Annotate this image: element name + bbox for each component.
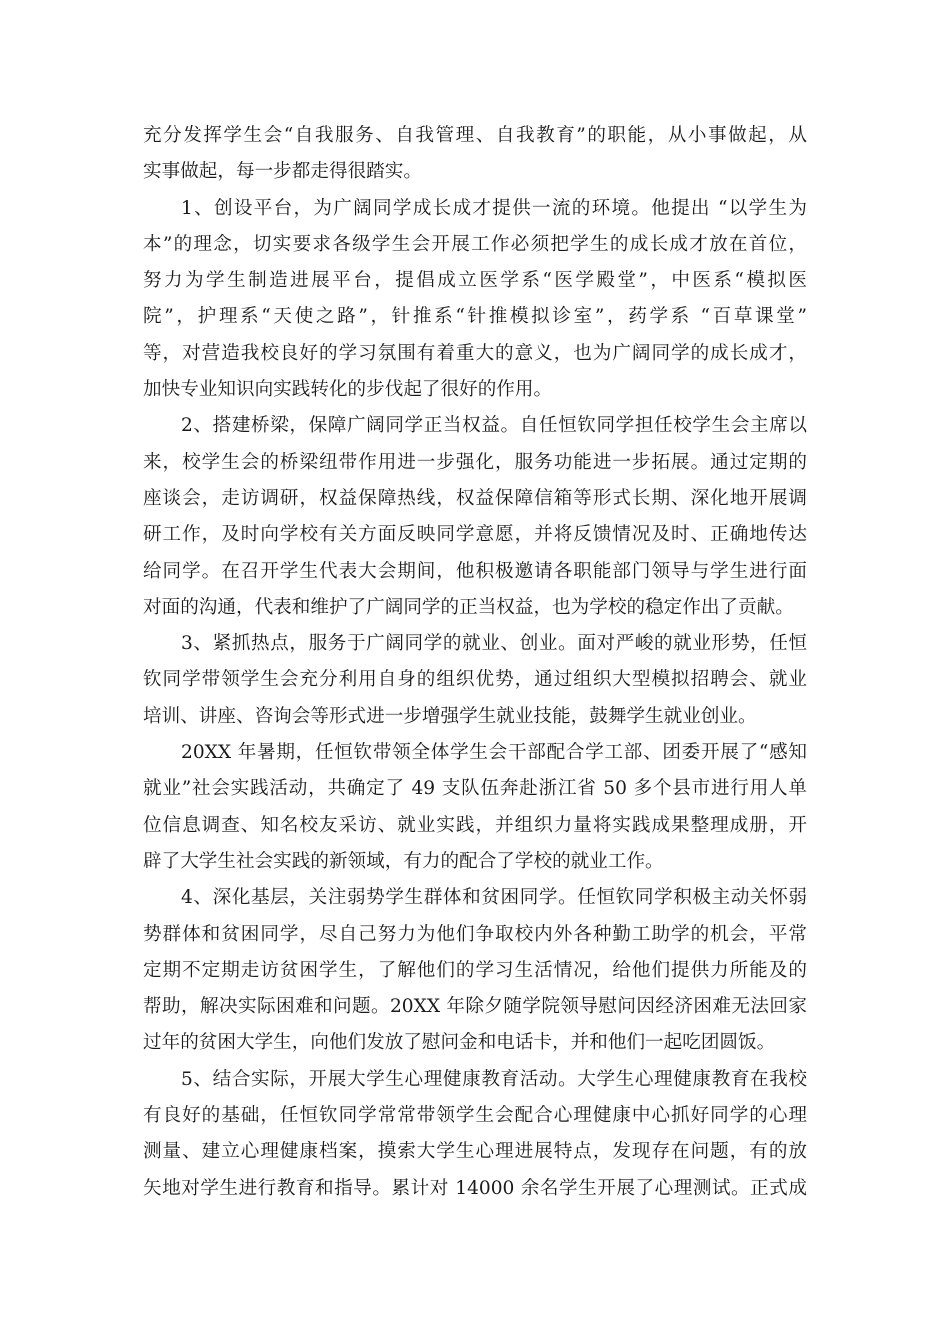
text-line: 实事做起，每一步都走得很踏实。 <box>143 161 422 183</box>
text-line: 有良好的基础，任恒钦同学常常带领学生会配合心理健康中心抓好同学的心理 <box>143 1105 807 1127</box>
text-line: 就业”社会实践活动，共确定了 49 支队伍奔赴浙江省 50 多个县市进行用人单 <box>143 778 807 800</box>
text-line: 院”，护理系“天使之路”，针推系“针推模拟诊室”，药学系 “百草课堂” <box>143 306 807 328</box>
text-line: 1、创设平台，为广阔同学成长成才提供一流的环境。他提出 “以学生为 <box>181 197 807 219</box>
text-line: 研工作，及时向学校有关方面反映同学意愿，并将反馈情况及时、正确地传达 <box>143 524 807 546</box>
text-line: 给同学。在召开学生代表大会期间，他积极邀请各职能部门领导与学生进行面 <box>143 560 807 582</box>
text-line: 过年的贫困大学生，向他们发放了慰问金和电话卡，并和他们一起吃团圆饭。 <box>143 1032 776 1054</box>
document-page <box>143 118 807 1207</box>
text-line: 等，对营造我校良好的学习氛围有着重大的意义，也为广阔同学的成长成才， <box>143 342 807 364</box>
text-line: 5、结合实际，开展大学生心理健康教育活动。大学生心理健康教育在我校 <box>181 1068 807 1090</box>
text-line: 定期不定期走访贫困学生，了解他们的学习生活情况，给他们提供力所能及的 <box>143 959 807 981</box>
text-line: 座谈会，走访调研，权益保障热线，权益保障信箱等形式长期、深化地开展调 <box>143 487 807 509</box>
text-line: 辟了大学生社会实践的新领域，有力的配合了学校的就业工作。 <box>143 850 664 872</box>
text-line: 势群体和贫困同学，尽自己努力为他们争取校内外各种勤工助学的机会，平常 <box>143 923 807 945</box>
text-line: 3、紧抓热点，服务于广阔同学的就业、创业。面对严峻的就业形势，任恒 <box>181 633 807 655</box>
text-line: 钦同学带领学生会充分利用自身的组织优势，通过组织大型模拟招聘会、就业 <box>143 669 807 691</box>
text-line: 本”的理念，切实要求各级学生会开展工作必须把学生的成长成才放在首位， <box>143 233 807 255</box>
text-line: 测量、建立心理健康档案，摸索大学生心理进展特点，发现存在问题，有的放 <box>143 1141 807 1163</box>
text-line: 加快专业知识向实践转化的步伐起了很好的作用。 <box>143 379 553 401</box>
text-line: 培训、讲座、咨询会等形式进一步增强学生就业技能，鼓舞学生就业创业。 <box>143 705 757 727</box>
text-line: 充分发挥学生会“自我服务、自我管理、自我教育”的职能，从小事做起，从 <box>143 125 807 146</box>
text-line: 20XX 年暑期，任恒钦带领全体学生会干部配合学工部、团委开展了“感知 <box>181 742 807 764</box>
text-line: 对面的沟通，代表和维护了广阔同学的正当权益，也为学校的稳定作出了贡献。 <box>143 596 794 618</box>
text-line: 矢地对学生进行教育和指导。累计对 14000 余名学生开展了心理测试。正式成 <box>143 1177 807 1199</box>
text-line: 来，校学生会的桥梁纽带作用进一步强化，服务功能进一步拓展。通过定期的 <box>143 451 807 473</box>
text-line: 位信息调查、知名校友采访、就业实践，并组织力量将实践成果整理成册，开 <box>143 814 807 836</box>
text-line: 帮助，解决实际困难和问题。20XX 年除夕随学院领导慰问因经济困难无法回家 <box>143 996 807 1018</box>
text-line: 努力为学生制造进展平台，提倡成立医学系“医学殿堂”，中医系“模拟医 <box>143 270 807 292</box>
text-line: 4、深化基层，关注弱势学生群体和贫困同学。任恒钦同学积极主动关怀弱 <box>181 887 807 909</box>
text-line: 2、搭建桥梁，保障广阔同学正当权益。自任恒钦同学担任校学生会主席以 <box>181 415 807 437</box>
